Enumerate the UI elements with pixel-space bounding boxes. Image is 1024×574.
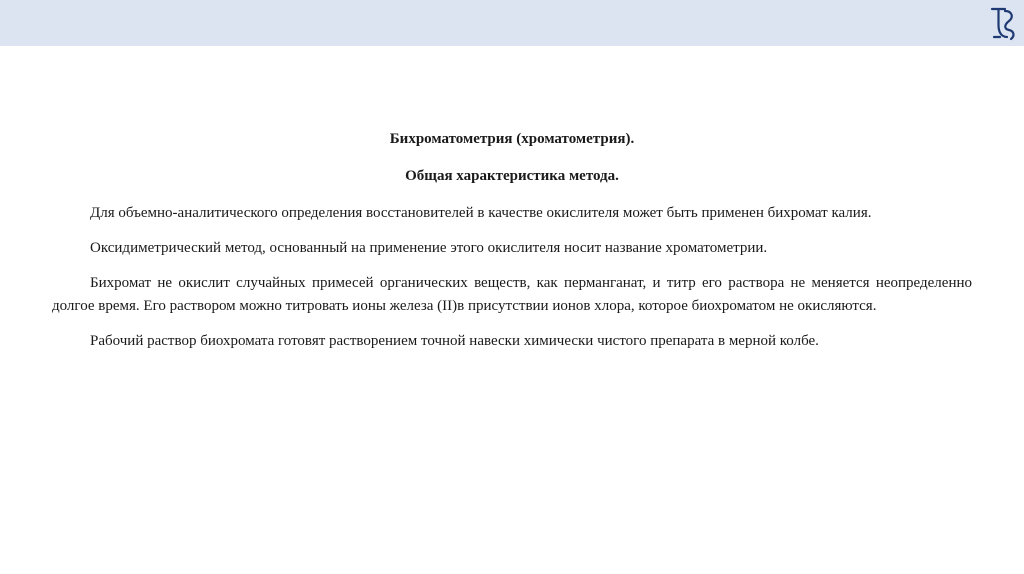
document-subtitle: Общая характеристика метода. xyxy=(405,168,619,184)
paragraph: Для объемно-аналитического определения восстановителей в качестве окислителя может быть применен бихромат калия. xyxy=(90,205,872,221)
header-band xyxy=(0,0,1024,46)
university-monogram-icon xyxy=(988,3,1018,43)
paragraph: Оксидиметрический метод, основанный на применение этого окислителя носит название хроматометрии. xyxy=(90,240,768,256)
paragraph: Бихромат не окислит случайных примесей органических веществ, как перманганат, и титр его раствора не меняется неопределенно долгое время. Его раствором можно титровать ионы железа (II)в присутствии ионов хлора, которое биохроматом не окисляются. xyxy=(52,275,972,314)
paragraph: Рабочий раствор биохромата готовят растворением точной навески химически чистого препарата в мерной колбе. xyxy=(90,333,819,349)
document-title: Бихроматометрия (хроматометрия). xyxy=(389,131,635,147)
document-body xyxy=(52,128,972,365)
